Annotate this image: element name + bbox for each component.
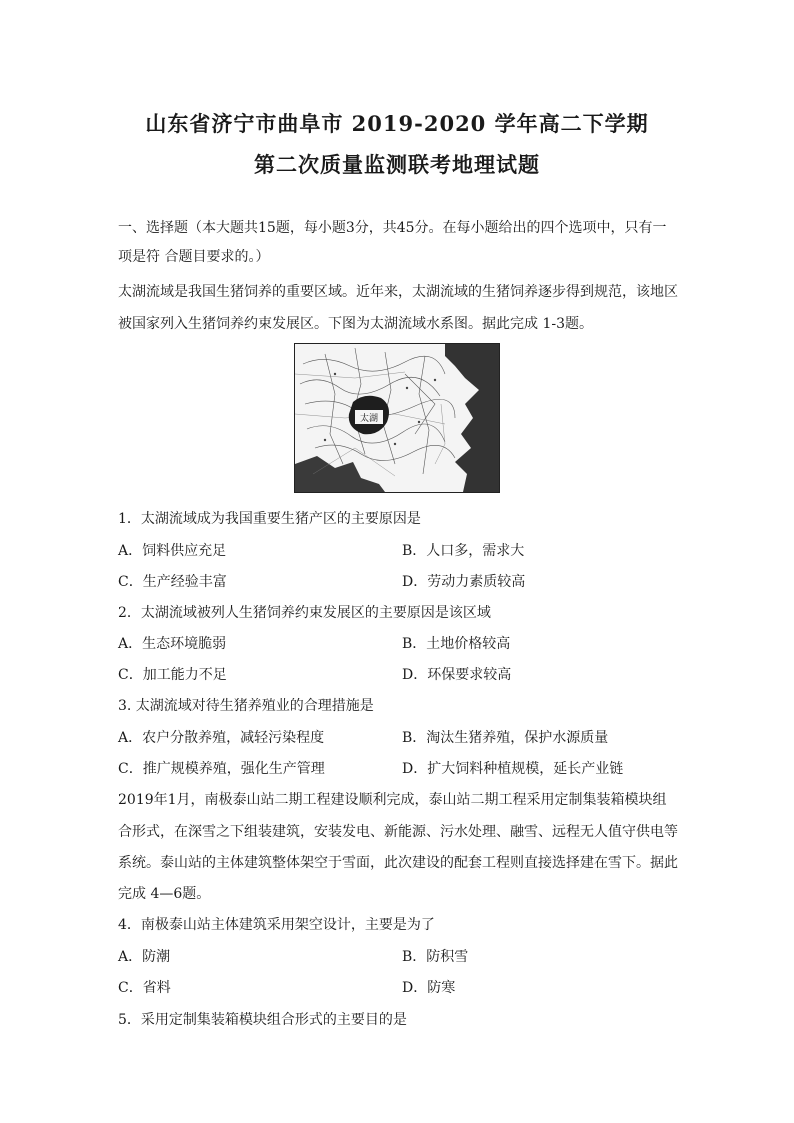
doc-title-line2: 第二次质量监测联考地理试题 (254, 152, 540, 177)
passage1-line1: 太湖流域是我国生猪饲养的重要区域。近年来，太湖流域的生猪饲养逐步得到规范，该地区 (118, 284, 678, 300)
q2-stem: 2．太湖流域被列人生猪饲养约束发展区的主要原因是该区域 (118, 605, 491, 621)
q4-stem: 4．南极泰山站主体建筑采用架空设计，主要是为了 (118, 917, 435, 933)
q1-stem: 1．太湖流域成为我国重要生猪产区的主要原因是 (118, 511, 421, 527)
q1-option-c: C．生产经验丰富 (118, 574, 227, 590)
q4-option-d: D．防寒 (402, 980, 456, 996)
doc-title-line1: 山东省济宁市曲阜市 2019-2020 学年高二下学期 (145, 111, 649, 136)
q3-option-a: A．农户分散养殖，减轻污染程度 (118, 730, 325, 746)
q3-stem: 3. 太湖流域对待生猪养殖业的合理措施是 (118, 698, 374, 714)
passage2-line3: 系统。泰山站的主体建筑整体架空于雪面，此次建设的配套工程则直接选择建在雪下。据此 (118, 855, 678, 871)
q4-option-c: C．省料 (118, 980, 171, 996)
passage2-line2: 合形式，在深雪之下组装建筑，安装发电、新能源、污水处理、融雪、远程无人值守供电等 (118, 824, 678, 840)
q2-option-c: C．加工能力不足 (118, 667, 227, 683)
passage2-line4: 完成 4—6题。 (118, 886, 211, 902)
q1-option-a: A．饲料供应充足 (118, 543, 227, 559)
passage1-line2: 被国家列入生猪饲养约束发展区。下图为太湖流域水系图。据此完成 1-3题。 (118, 316, 593, 332)
map-label-taihu: 太湖 (359, 414, 379, 424)
q2-option-b: B．土地价格较高 (402, 636, 511, 652)
section-instructions-line2: 项是符 合题目要求的。） (118, 249, 270, 265)
q2-option-d: D．环保要求较高 (402, 667, 512, 683)
q4-option-a: A．防潮 (118, 949, 171, 965)
q2-option-a: A．生态环境脆弱 (118, 636, 227, 652)
q4-option-b: B．防积雪 (402, 949, 469, 965)
passage2-line1: 2019年1月，南极泰山站二期工程建设顺利完成，泰山站二期工程采用定制集装箱模块组 (118, 792, 667, 808)
map-illustration (295, 344, 499, 492)
q1-option-d: D．劳动力素质较高 (402, 574, 526, 590)
q1-option-b: B．人口多，需求大 (402, 543, 525, 559)
section-instructions-line1: 一、选择题（本大题共15题，每小题3分，共45分。在每小题给出的四个选项中，只有一 (118, 220, 667, 236)
q5-stem: 5．采用定制集装箱模块组合形式的主要目的是 (118, 1012, 407, 1028)
q3-option-d: D．扩大饲料种植规模，延长产业链 (402, 761, 624, 777)
taihu-water-system-map (294, 343, 500, 493)
q3-option-c: C．推广规模养殖，强化生产管理 (118, 761, 325, 777)
q3-option-b: B．淘汰生猪养殖，保护水源质量 (402, 730, 609, 746)
